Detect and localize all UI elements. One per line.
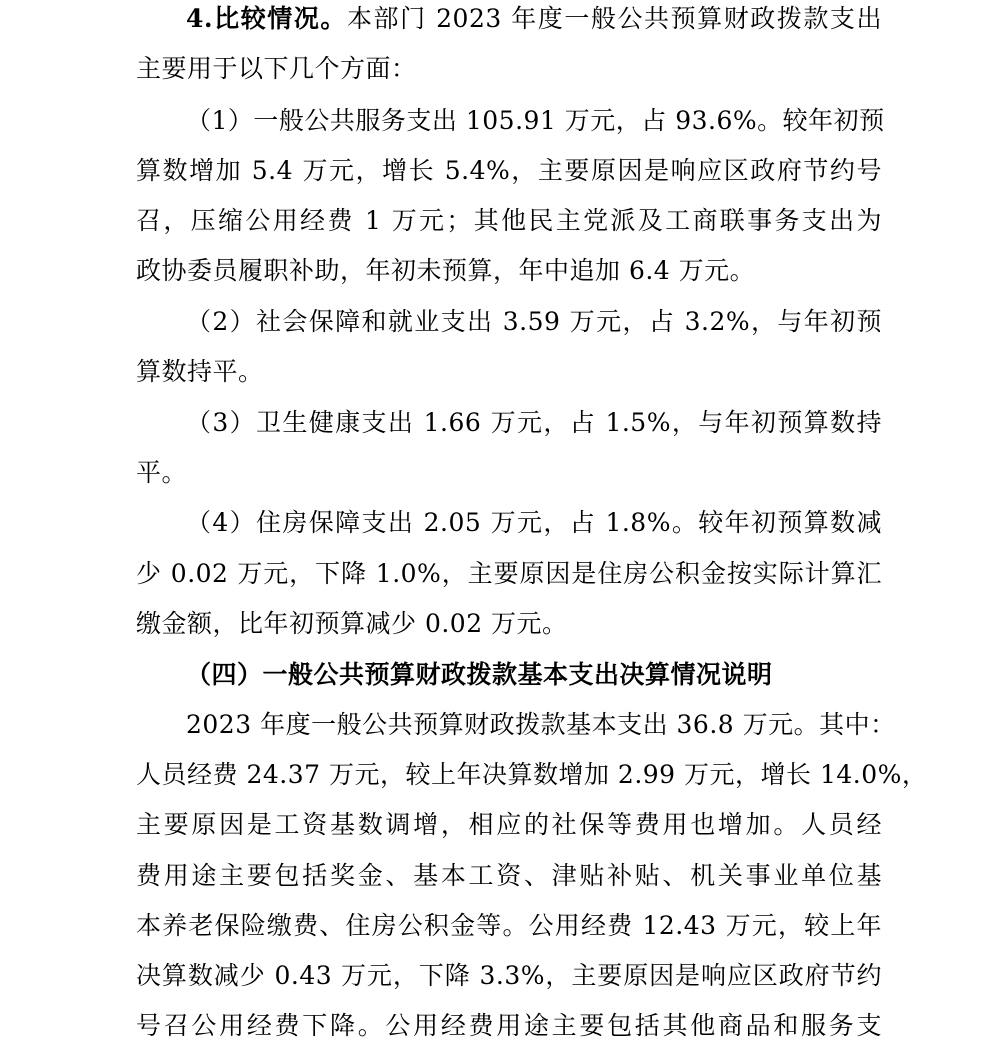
basic-expenditure-line: 决算数减少 0.43 万元，下降 3.3%，主要原因是响应区政府节约 (136, 961, 882, 990)
section-four-heading: （四）一般公共预算财政拨款基本支出决算情况说明 (186, 660, 773, 689)
basic-expenditure-line: 2023 年度一般公共预算财政拨款基本支出 36.8 万元。其中： (186, 710, 896, 739)
comparison-paragraph-line (186, 0, 882, 44)
basic-expenditure-line: 号召公用经费下降。公用经费用途主要包括其他商品和服务支 (136, 1011, 882, 1040)
basic-expenditure-line: 费用途主要包括奖金、基本工资、津贴补贴、机关事业单位基 (136, 861, 882, 890)
comparison-paragraph-line: 主要用于以下几个方面： (136, 54, 417, 83)
basic-expenditure-line: 主要原因是工资基数调增，相应的社保等费用也增加。人员经 (136, 810, 882, 839)
item-3-line: （3）卫生健康支出 1.66 万元，占 1.5%，与年初预算数持 (186, 408, 882, 437)
item-4-line: 缴金额，比年初预算减少 0.02 万元。 (136, 609, 568, 638)
comparison-intro-text: 本部门 2023 年度一般公共预算财政拨款支出 (346, 4, 882, 33)
item-3-line: 平。 (136, 458, 188, 487)
item-1-line: 召，压缩公用经费 1 万元；其他民主党派及工商联事务支出为 (136, 206, 882, 235)
item-1-line: 算数增加 5.4 万元，增长 5.4%，主要原因是响应区政府节约号 (136, 156, 882, 185)
basic-expenditure-line: 人员经费 24.37 万元，较上年决算数增加 2.99 万元，增长 14.0%， (136, 760, 928, 789)
item-4-line: 少 0.02 万元，下降 1.0%，主要原因是住房公积金按实际计算汇 (136, 559, 882, 588)
item-2-line: 算数持平。 (136, 357, 264, 386)
item-1-line: （1）一般公共服务支出 105.91 万元，占 93.6%。较年初预 (186, 106, 885, 135)
item-1-line: 政协委员履职补助，年初未预算，年中追加 6.4 万元。 (136, 256, 756, 285)
basic-expenditure-line: 本养老保险缴费、住房公积金等。公用经费 12.43 万元，较上年 (136, 911, 882, 940)
item-4-line: （4）住房保障支出 2.05 万元，占 1.8%。较年初预算数减 (186, 508, 882, 537)
item-2-line: （2）社会保障和就业支出 3.59 万元，占 3.2%，与年初预 (186, 307, 882, 336)
comparison-heading: 4.比较情况。 (186, 4, 347, 33)
